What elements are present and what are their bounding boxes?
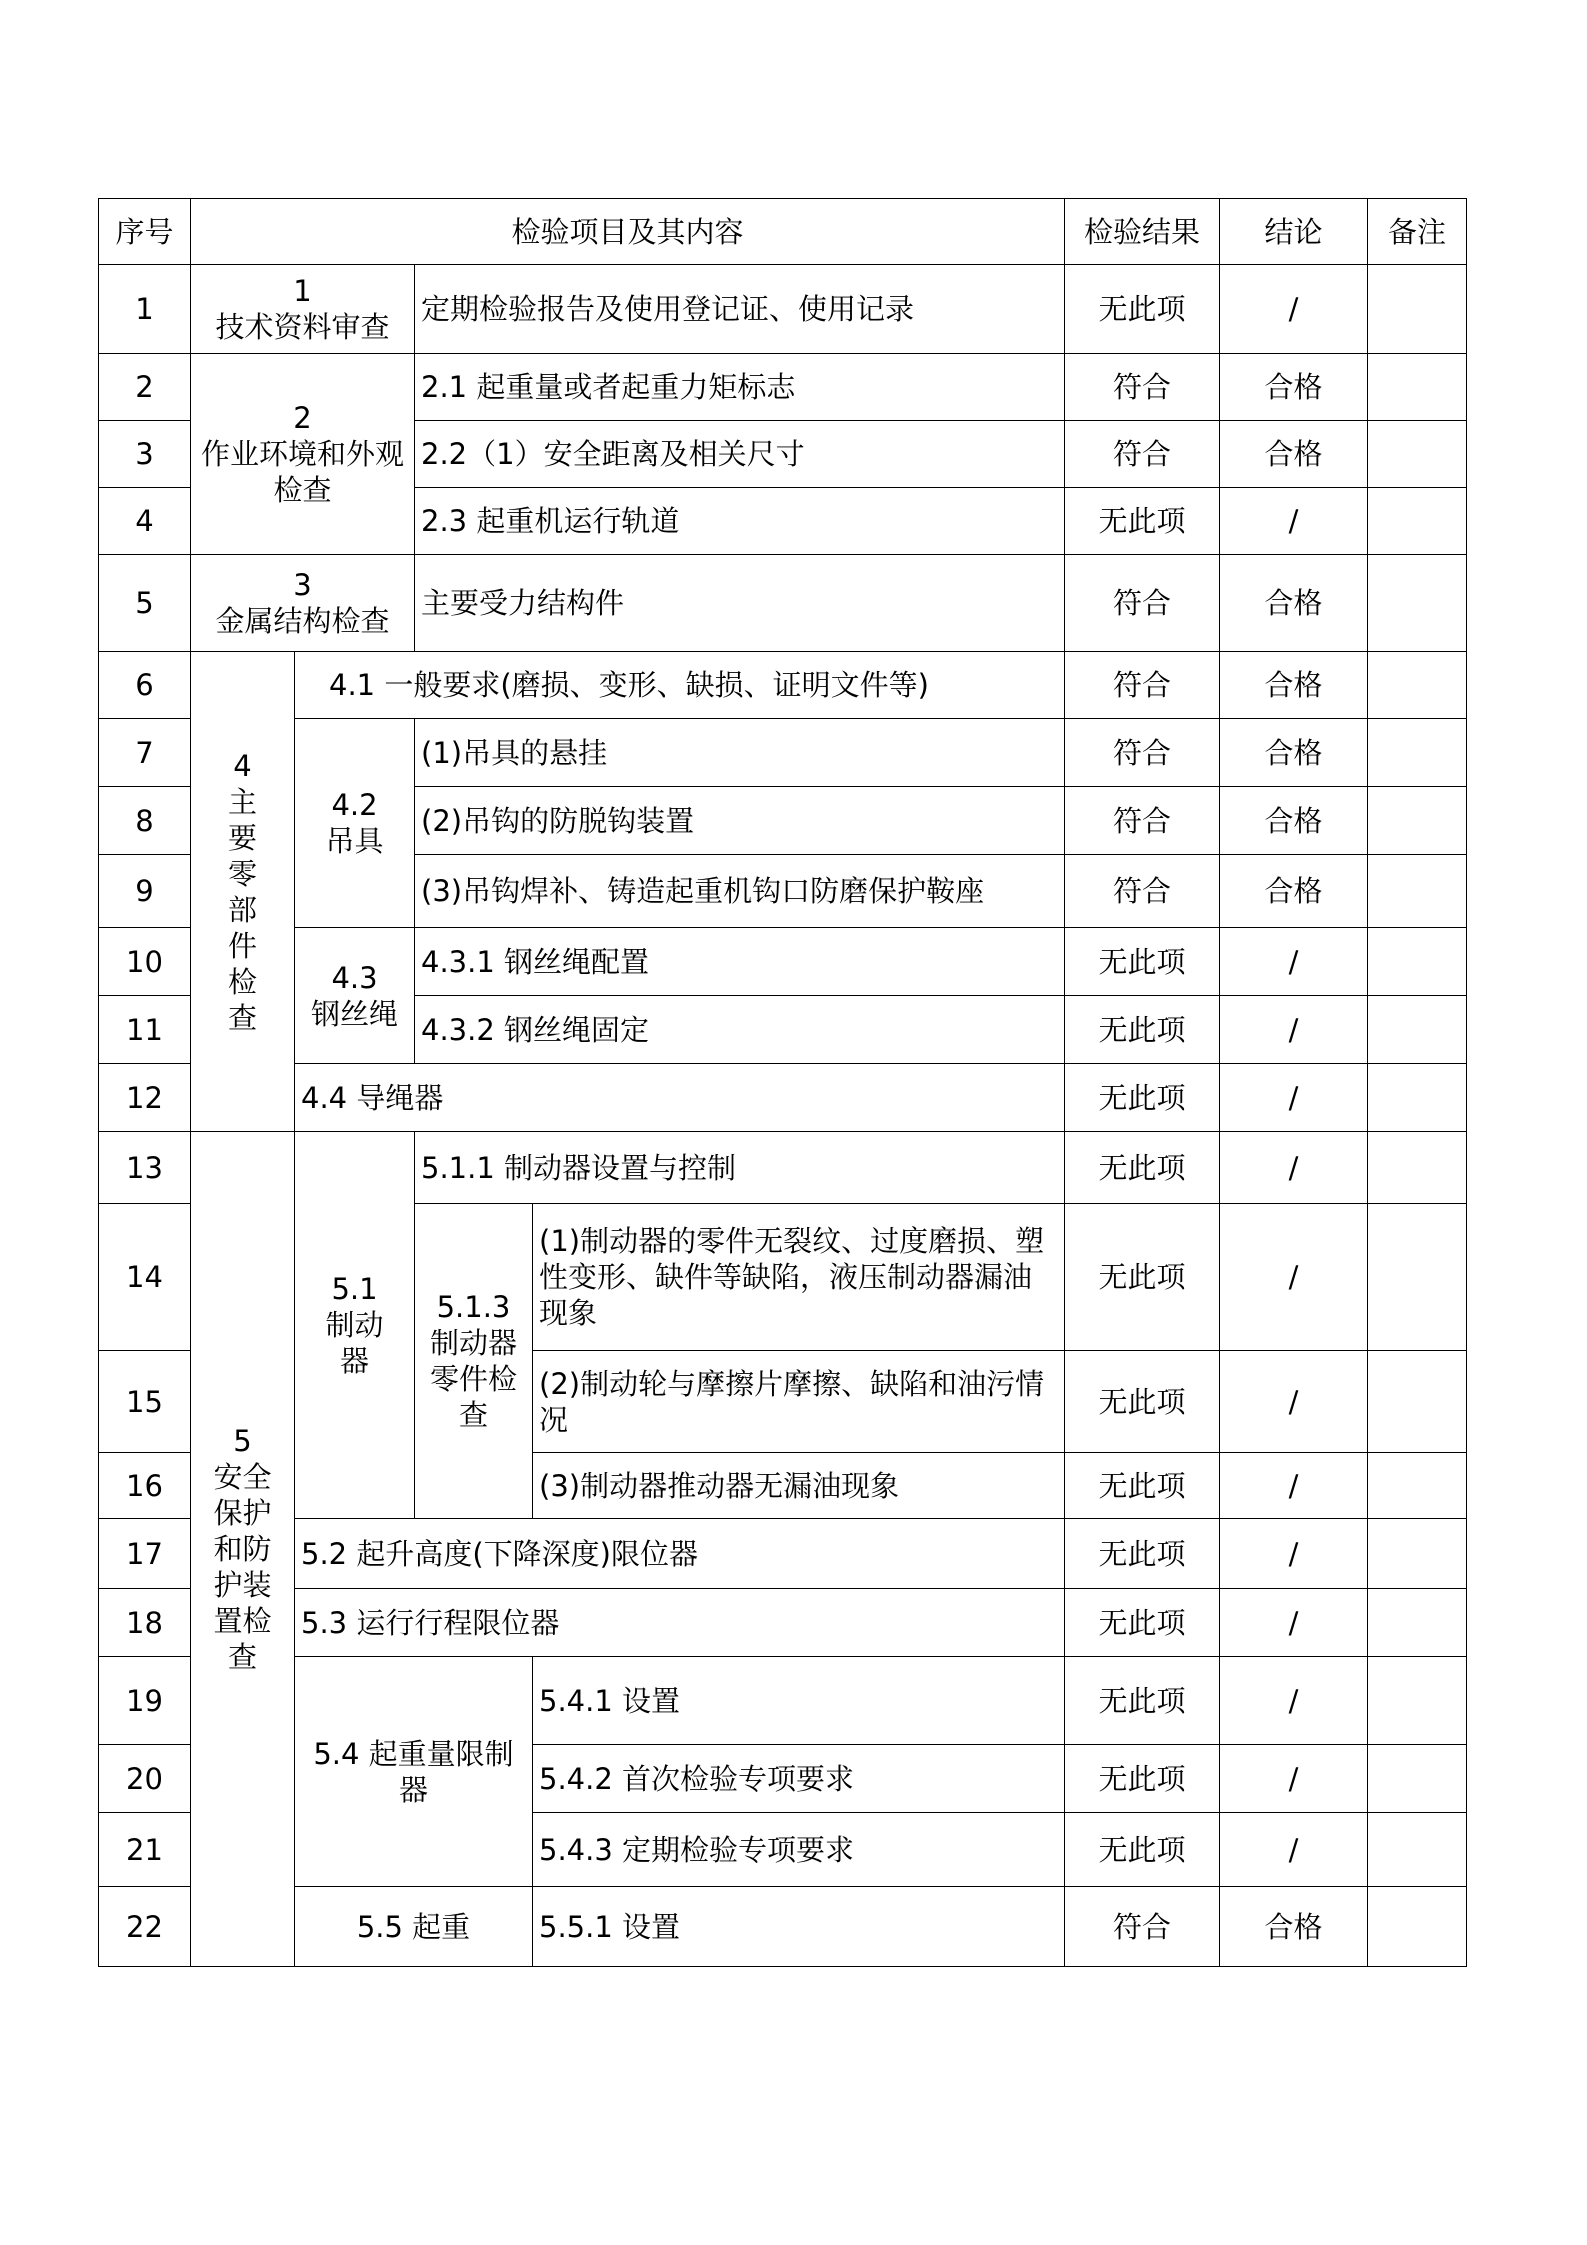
result-cell: 符合 <box>1065 1887 1220 1967</box>
table-row <box>99 1519 1467 1589</box>
item-cell: 5.1.1 制动器设置与控制 <box>415 1132 1065 1204</box>
item-cell: 5.5.1 设置 <box>533 1887 1065 1967</box>
group-5-1-label <box>295 1132 415 1519</box>
remark-cell <box>1368 787 1467 855</box>
conclusion-cell: / <box>1220 928 1368 996</box>
table-row <box>99 1657 1467 1745</box>
result-cell: 符合 <box>1065 421 1220 488</box>
result-cell: 符合 <box>1065 652 1220 719</box>
remark-cell <box>1368 1813 1467 1887</box>
group-number: 4.3 <box>331 960 378 995</box>
item-cell: 主要受力结构件 <box>415 555 1065 652</box>
item-cell: 2.3 起重机运行轨道 <box>415 488 1065 555</box>
group-title: 金属结构检查 <box>215 604 390 638</box>
remark-cell <box>1368 1589 1467 1657</box>
result-cell: 无此项 <box>1065 1351 1220 1453</box>
conclusion-cell: 合格 <box>1220 719 1368 787</box>
group-5-label <box>191 1132 295 1967</box>
conclusion-cell: / <box>1220 1519 1368 1589</box>
group-number: 2 <box>293 401 312 435</box>
remark-cell <box>1368 265 1467 354</box>
item-cell: 4.4 导绳器 <box>295 1064 1065 1132</box>
result-cell: 符合 <box>1065 354 1220 421</box>
seq-cell: 4 <box>99 488 191 555</box>
conclusion-cell: / <box>1220 1657 1368 1745</box>
group-4-2-label <box>295 719 415 928</box>
group-title: 制动器 <box>325 1308 384 1378</box>
item-cell: (1)吊具的悬挂 <box>415 719 1065 787</box>
conclusion-cell: 合格 <box>1220 555 1368 652</box>
conclusion-cell: / <box>1220 1589 1368 1657</box>
header-seq: 序号 <box>99 199 191 265</box>
seq-cell: 1 <box>99 265 191 354</box>
group-number: 1 <box>293 274 312 308</box>
remark-cell <box>1368 855 1467 928</box>
remark-cell <box>1368 421 1467 488</box>
seq-cell: 3 <box>99 421 191 488</box>
seq-cell: 22 <box>99 1887 191 1967</box>
seq-cell: 7 <box>99 719 191 787</box>
conclusion-cell: / <box>1220 1351 1368 1453</box>
result-cell: 无此项 <box>1065 1064 1220 1132</box>
remark-cell <box>1368 1132 1467 1204</box>
table-row <box>99 1887 1467 1967</box>
seq-cell: 10 <box>99 928 191 996</box>
conclusion-cell: / <box>1220 1745 1368 1813</box>
conclusion-cell: / <box>1220 488 1368 555</box>
table-row <box>99 1132 1467 1204</box>
item-cell: 5.4.2 首次检验专项要求 <box>533 1745 1065 1813</box>
item-cell: 定期检验报告及使用登记证、使用记录 <box>415 265 1065 354</box>
seq-cell: 15 <box>99 1351 191 1453</box>
item-cell: 4.1 一般要求(磨损、变形、缺损、证明文件等) <box>295 652 1065 719</box>
group-1-label <box>191 265 415 354</box>
conclusion-cell: 合格 <box>1220 1887 1368 1967</box>
table-row <box>99 928 1467 996</box>
remark-cell <box>1368 1657 1467 1745</box>
group-5-5-label: 5.5 起重 <box>295 1887 533 1967</box>
seq-cell: 12 <box>99 1064 191 1132</box>
conclusion-cell: / <box>1220 996 1368 1064</box>
group-number: 5 <box>233 1424 252 1458</box>
group-title: 吊具 <box>325 824 384 858</box>
seq-cell: 9 <box>99 855 191 928</box>
remark-cell <box>1368 1064 1467 1132</box>
result-cell: 无此项 <box>1065 1132 1220 1204</box>
remark-cell <box>1368 1745 1467 1813</box>
group-title: 技术资料审查 <box>215 310 390 344</box>
table-row <box>99 555 1467 652</box>
group-number: 4 <box>233 748 252 783</box>
table-row <box>99 652 1467 719</box>
header-item: 检验项目及其内容 <box>191 199 1065 265</box>
conclusion-cell: 合格 <box>1220 421 1368 488</box>
group-number: 4.2 <box>331 788 378 822</box>
conclusion-cell: / <box>1220 1204 1368 1351</box>
seq-cell: 18 <box>99 1589 191 1657</box>
group-number: 5.1.3 <box>436 1290 511 1324</box>
table-row <box>99 719 1467 787</box>
group-3-label <box>191 555 415 652</box>
conclusion-cell: 合格 <box>1220 652 1368 719</box>
header-conclusion: 结论 <box>1220 199 1368 265</box>
remark-cell <box>1368 488 1467 555</box>
item-cell: 4.3.2 钢丝绳固定 <box>415 996 1065 1064</box>
conclusion-cell: / <box>1220 265 1368 354</box>
group-4-3-label <box>295 928 415 1064</box>
group-number: 5.1 <box>331 1272 378 1306</box>
conclusion-cell: / <box>1220 1453 1368 1519</box>
group-title: 制动器零件检查 <box>429 1326 517 1432</box>
result-cell: 无此项 <box>1065 1813 1220 1887</box>
remark-cell <box>1368 1204 1467 1351</box>
conclusion-cell: 合格 <box>1220 855 1368 928</box>
result-cell: 符合 <box>1065 719 1220 787</box>
table-row <box>99 354 1467 421</box>
result-cell: 无此项 <box>1065 1589 1220 1657</box>
group-title: 作业环境和外观检查 <box>201 437 405 507</box>
result-cell: 无此项 <box>1065 265 1220 354</box>
result-cell: 符合 <box>1065 787 1220 855</box>
group-4-label <box>191 652 295 1132</box>
seq-cell: 2 <box>99 354 191 421</box>
result-cell: 符合 <box>1065 855 1220 928</box>
remark-cell <box>1368 555 1467 652</box>
item-cell: 5.3 运行行程限位器 <box>295 1589 1065 1657</box>
seq-cell: 8 <box>99 787 191 855</box>
remark-cell <box>1368 1887 1467 1967</box>
remark-cell <box>1368 1453 1467 1519</box>
conclusion-cell: / <box>1220 1132 1368 1204</box>
result-cell: 符合 <box>1065 555 1220 652</box>
table-row <box>99 1064 1467 1132</box>
seq-cell: 11 <box>99 996 191 1064</box>
table-header-row <box>99 199 1467 265</box>
item-cell: 2.2（1）安全距离及相关尺寸 <box>415 421 1065 488</box>
seq-cell: 13 <box>99 1132 191 1204</box>
item-cell: 5.4.3 定期检验专项要求 <box>533 1813 1065 1887</box>
conclusion-cell: 合格 <box>1220 787 1368 855</box>
item-cell: (1)制动器的零件无裂纹、过度磨损、塑性变形、缺件等缺陷，液压制动器漏油现象 <box>533 1204 1065 1351</box>
group-5-1-3-label <box>415 1204 533 1519</box>
conclusion-cell: 合格 <box>1220 354 1368 421</box>
item-cell: 4.3.1 钢丝绳配置 <box>415 928 1065 996</box>
remark-cell <box>1368 652 1467 719</box>
remark-cell <box>1368 928 1467 996</box>
item-cell: 5.4.1 设置 <box>533 1657 1065 1745</box>
result-cell: 无此项 <box>1065 488 1220 555</box>
group-title: 5.4 起重量限制器 <box>313 1736 514 1807</box>
seq-cell: 20 <box>99 1745 191 1813</box>
result-cell: 无此项 <box>1065 1519 1220 1589</box>
group-2-label <box>191 354 415 555</box>
seq-cell: 14 <box>99 1204 191 1351</box>
group-title: 钢丝绳 <box>310 996 398 1031</box>
seq-cell: 21 <box>99 1813 191 1887</box>
table-row <box>99 1589 1467 1657</box>
seq-cell: 16 <box>99 1453 191 1519</box>
conclusion-cell: / <box>1220 1813 1368 1887</box>
seq-cell: 19 <box>99 1657 191 1745</box>
group-5-4-label <box>295 1657 533 1887</box>
conclusion-cell: / <box>1220 1064 1368 1132</box>
result-cell: 无此项 <box>1065 1453 1220 1519</box>
inspection-report-sheet <box>98 198 1467 1967</box>
table-row <box>99 265 1467 354</box>
item-cell: 2.1 起重量或者起重力矩标志 <box>415 354 1065 421</box>
result-cell: 无此项 <box>1065 996 1220 1064</box>
remark-cell <box>1368 1519 1467 1589</box>
seq-cell: 5 <box>99 555 191 652</box>
result-cell: 无此项 <box>1065 1745 1220 1813</box>
item-cell: (3)制动器推动器无漏油现象 <box>533 1453 1065 1519</box>
result-cell: 无此项 <box>1065 928 1220 996</box>
item-cell: (3)吊钩焊补、铸造起重机钩口防磨保护鞍座 <box>415 855 1065 928</box>
item-cell: 5.2 起升高度(下降深度)限位器 <box>295 1519 1065 1589</box>
header-result: 检验结果 <box>1065 199 1220 265</box>
result-cell: 无此项 <box>1065 1657 1220 1745</box>
group-number: 3 <box>293 568 312 602</box>
group-title: 主要零部件检查 <box>227 784 257 1035</box>
seq-cell: 6 <box>99 652 191 719</box>
item-cell: (2)吊钩的防脱钩装置 <box>415 787 1065 855</box>
header-remark: 备注 <box>1368 199 1467 265</box>
inspection-table <box>98 198 1467 1967</box>
seq-cell: 17 <box>99 1519 191 1589</box>
remark-cell <box>1368 996 1467 1064</box>
result-cell: 无此项 <box>1065 1204 1220 1351</box>
item-cell: (2)制动轮与摩擦片摩擦、缺陷和油污情况 <box>533 1351 1065 1453</box>
remark-cell <box>1368 1351 1467 1453</box>
group-title: 安全保护和防护装置检查 <box>213 1460 272 1674</box>
remark-cell <box>1368 719 1467 787</box>
remark-cell <box>1368 354 1467 421</box>
